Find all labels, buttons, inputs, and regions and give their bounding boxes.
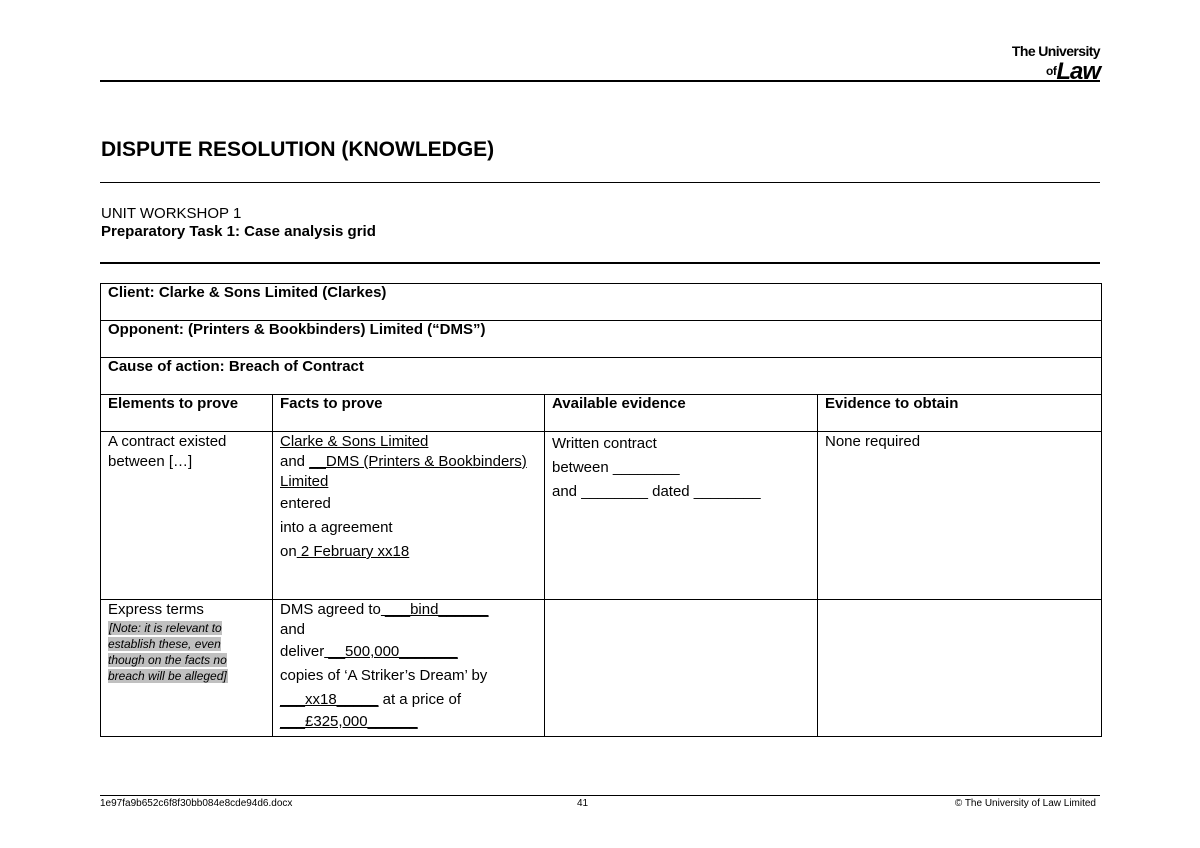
logo-of: of — [1045, 64, 1057, 78]
footer-rule — [100, 795, 1100, 796]
unit-label: UNIT WORKSHOP 1 — [101, 205, 242, 222]
document-id: 1e97fa9b652c6f8f30bb084e8cde94d6.docx — [100, 798, 293, 809]
note-text: [Note: it is relevant to establish these, even though on the facts no breach will be alleged] — [108, 621, 227, 683]
evidence-to-obtain-cell — [818, 600, 1102, 737]
logo-line1: The University — [1011, 43, 1100, 59]
table-row — [101, 600, 1102, 737]
task-label: Preparatory Task 1: Case analysis grid — [101, 223, 376, 240]
header-facts: Facts to prove — [273, 395, 545, 432]
logo-law: Law — [1056, 58, 1100, 85]
evidence-to-obtain-cell: None required — [818, 432, 1102, 600]
header-rule — [100, 80, 1100, 82]
university-logo — [1012, 44, 1100, 84]
facts-cell: DMS agreed to ___bind______ and deliver __500,000_______ copies of ‘A Striker’s Dream’ by ___xx18_____ at a price of ___£325,000______ — [273, 600, 545, 737]
copyright: © The University of Law Limited — [954, 798, 1096, 809]
header-obtain: Evidence to obtain — [818, 395, 1102, 432]
title-rule — [100, 182, 1100, 183]
section-rule — [100, 262, 1100, 264]
page-number: 41 — [577, 798, 589, 809]
element-cell: A contract existed between […] — [101, 432, 273, 600]
available-evidence-cell — [545, 600, 818, 737]
cause-row: Cause of action: Breach of Contract — [101, 358, 1102, 395]
case-analysis-grid — [100, 283, 1102, 737]
unit-heading — [101, 205, 376, 241]
available-evidence-cell: Written contract between ________ and ________ dated ________ — [545, 432, 818, 600]
header-elements: Elements to prove — [101, 395, 273, 432]
header-available: Available evidence — [545, 395, 818, 432]
document-title: DISPUTE RESOLUTION (KNOWLEDGE) — [101, 138, 495, 161]
table-row — [101, 432, 1102, 600]
client-row: Client: Clarke & Sons Limited (Clarkes) — [101, 284, 1102, 321]
element-cell: Express terms [Note: it is relevant to establish these, even though on the facts no breach will be alleged] — [101, 600, 273, 737]
opponent-row: Opponent: (Printers & Bookbinders) Limited (“DMS”) — [101, 321, 1102, 358]
facts-cell: Clarke & Sons Limited and __DMS (Printers & Bookbinders) Limited entered into a agreement on 2 February xx18 — [273, 432, 545, 600]
